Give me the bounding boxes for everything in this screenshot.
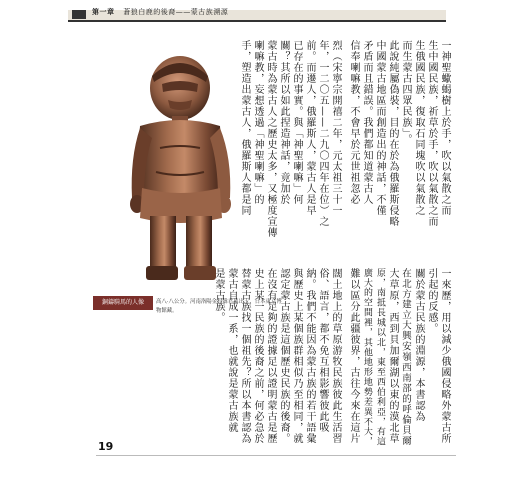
text-column: 在北方建立大興安嶺西南部的呼倫貝爾 [400, 268, 411, 446]
text-column: 認定蒙古族是這個歷史民族的後裔。 [278, 268, 289, 444]
header-title: 蒼狼白鹿的後裔——蒙古族溯源 [123, 8, 229, 16]
figure-caption-label: 銅鑄騎馬的人像 [93, 296, 153, 310]
footer-rule [96, 455, 456, 456]
text-column: 矛盾而且錯誤。我們都知道蒙古人 [361, 40, 372, 205]
text-column: 喇嘛教，妄想透過「神聖喇嘛」的 [252, 40, 263, 205]
figure-caption-text: 高八·八公分。河南洛陽金村韓君墓出土，日本東京博物館藏。 [156, 299, 282, 314]
text-column: 在沒有足夠的證據足以證明蒙古是歷 [265, 268, 276, 444]
text-column: 前。而遷人，俄羅斯人，蒙古人是早 [304, 40, 315, 216]
header-chapter: 第一章 [92, 7, 115, 16]
figure-right-leg [186, 216, 212, 268]
text-column: 一來歷，用以減少俄國侵略外蒙古所 [439, 268, 450, 444]
text-column: 手，塑造出蒙古人，俄羅斯人都是同 [239, 40, 250, 216]
text-column: 關？其所以如此捏造神話，竟加於 [278, 40, 289, 205]
text-column: 廣大的空間裡，其他地形地勢差異不大， [362, 268, 372, 447]
text-column: 引起的反感。 [426, 268, 437, 334]
text-column: 史上某一民族的後裔之前，何必急於 [252, 268, 263, 444]
text-column: 難以區分此疆彼界，古往今來在這片 [348, 268, 359, 444]
text-column: 納。我們不能因為蒙古族的若干語彙 [304, 268, 315, 444]
text-column: 關於蒙古民族的淵源，本書認為 [413, 268, 424, 422]
text-column: 大草原，西到貝加爾湖以東的漠北草 [387, 268, 398, 444]
text-column: 替蒙古族找一個祖先？所以本書認為 [239, 268, 250, 444]
text-column: 信奉喇嘛教，不會早於元世祖忽必 [348, 40, 359, 205]
text-column: 闊土地上的草原游牧民族彼此生活習 [330, 268, 341, 444]
text-column: 原，南抵長城以北，東至西伯利亞，有這 [375, 268, 385, 447]
text-column: 中國蒙古地區而創造出的神話，不僅 [374, 40, 385, 216]
text-column: 一神聖蠍蝎樹上於手，吹以氣散之而 [439, 40, 450, 216]
text-column: 此說純屬偽裝，目的在於為俄羅斯侵略 [387, 40, 398, 227]
text-column: 年，一二〇五——二九〇四年在位）之 [317, 40, 328, 227]
page-number: 19 [98, 440, 114, 453]
text-column: 生中國民族，祈草於手，吹以氣散之而 [426, 40, 437, 227]
text-column: 蒙古自成一系，也就說是蒙古族就 [226, 268, 237, 433]
text-column: 與歷史上某個族群相似乃至相同，就 [291, 268, 302, 444]
figure-left-leg [150, 216, 176, 268]
running-header [92, 7, 228, 17]
text-column: 而生蒙古四眾民族」。 [400, 40, 411, 145]
text-column: 已存在的事實。與「神聖喇嘛」何 [291, 40, 302, 205]
text-column: 是蒙古族。 [213, 268, 224, 323]
text-column: 俗、語言，都不免互相影響彼此吸 [317, 268, 328, 433]
text-column: 蒙古時為蒙古人之歷史太多，又極度宣傳 [265, 40, 276, 238]
header-marker [72, 10, 86, 19]
text-column: 烈（宋寧宗開禧二年，元太祖三十一 [330, 40, 341, 216]
text-column: 生俄國民族，復取石同塊吹以氣散之 [413, 40, 424, 216]
